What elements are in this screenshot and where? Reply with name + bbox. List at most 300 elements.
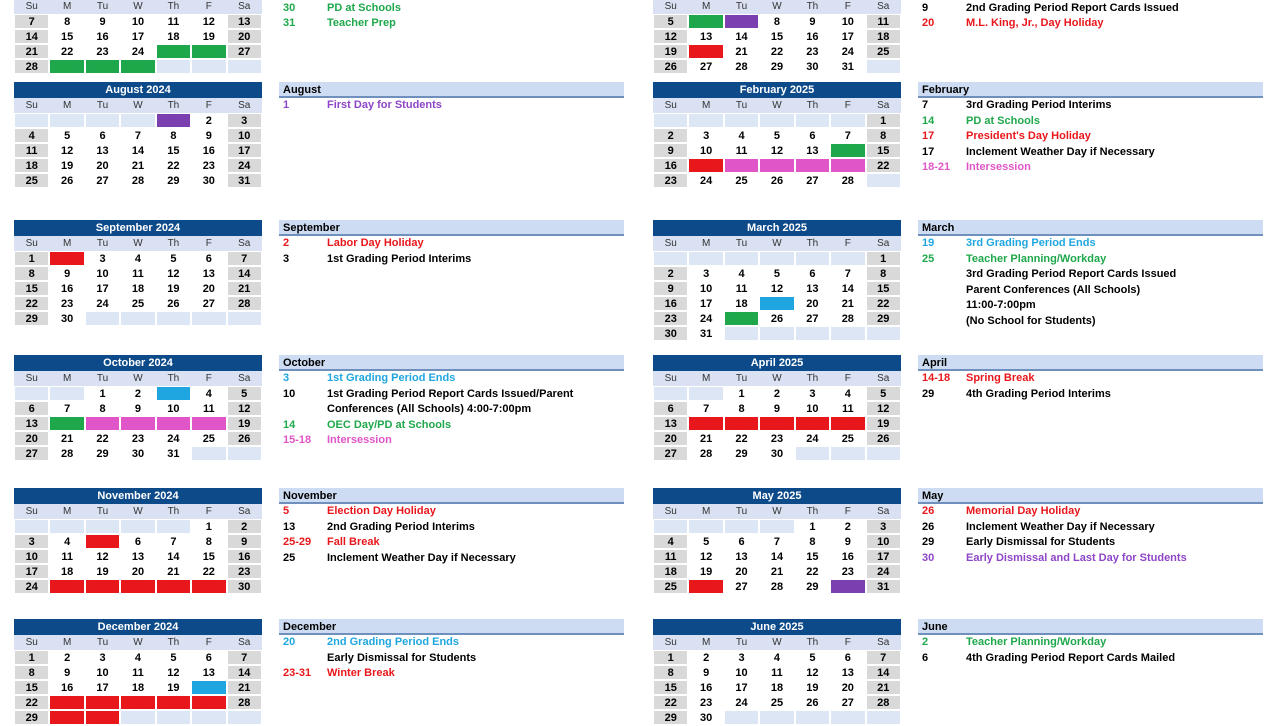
day-cell: 11 [191,401,226,416]
day-cell: 23 [759,431,794,446]
day-cell: 23 [49,695,84,710]
weekday-label: Th [156,98,191,113]
day-cell: 11 [120,665,155,680]
day-cell: 26 [227,431,262,446]
day-cell: 15 [724,416,759,431]
day-cell: 27 [85,173,120,188]
calendar-week [14,311,262,326]
day-cell: 31 [120,59,155,74]
day-cell: 18 [120,281,155,296]
day-cell: 9 [688,665,723,680]
event-item [918,129,1263,145]
event-month-header: June [918,619,1263,635]
day-cell: 7 [227,251,262,266]
event-list [918,0,1263,32]
day-cell: 9 [653,143,688,158]
day-cell: 1 [156,113,191,128]
event-item [279,651,624,667]
event-month-header: December [279,619,624,635]
event-month-header: May [918,488,1263,504]
day-cell: 18 [759,680,794,695]
day-cell: 28 [688,446,723,461]
month-title: December 2024 [14,619,262,635]
calendar-week [653,401,901,416]
day-cell: 29 [795,579,830,594]
weekday-label: Sa [227,635,262,650]
day-cell: 2 [688,650,723,665]
event-date: 3 [283,252,290,265]
event-item [918,504,1263,520]
weekday-label: Th [156,635,191,650]
event-item [918,98,1263,114]
weekday-label: Su [14,98,49,113]
day-cell: 22 [866,296,901,311]
day-cell: 13 [724,549,759,564]
day-cell: 25 [759,695,794,710]
day-cell: 21 [49,431,84,446]
empty-day-cell [191,446,226,461]
day-cell: 26 [866,431,901,446]
day-cell: 30 [120,446,155,461]
day-cell: 29 [156,173,191,188]
empty-day-cell [795,446,830,461]
event-list [279,619,624,682]
event-text: Election Day Holiday [327,505,436,517]
day-cell: 13 [227,14,262,29]
day-cell: 7 [120,128,155,143]
day-cell: 27 [14,446,49,461]
day-cell: 7 [688,401,723,416]
empty-day-cell [759,251,794,266]
day-cell: 30 [688,710,723,725]
day-cell: 25 [866,44,901,59]
weekday-label: Th [795,236,830,251]
day-cell: 11 [653,549,688,564]
day-cell: 8 [49,14,84,29]
day-cell: 17 [795,416,830,431]
day-cell: 25 [14,173,49,188]
event-text: Teacher Planning/Workday [966,636,1107,648]
day-cell: 25 [830,431,865,446]
day-cell: 4 [830,386,865,401]
day-cell: 18 [191,416,226,431]
event-item [279,236,624,252]
calendar-week [14,665,262,680]
day-cell: 24 [688,173,723,188]
empty-day-cell [14,519,49,534]
weekday-label: M [49,0,84,14]
weekday-label: M [49,236,84,251]
empty-day-cell [866,59,901,74]
day-cell: 3 [227,113,262,128]
calendar-week [14,710,262,725]
event-date: 31 [283,17,296,30]
event-text: Winter Break [327,667,395,680]
weekday-label: W [759,98,794,113]
day-cell: 22 [724,431,759,446]
event-date: 17 [922,145,935,158]
day-cell: 19 [191,29,226,44]
weekday-label: Tu [85,371,120,386]
weekday-label: F [830,371,865,386]
month-title: March 2025 [653,220,901,236]
day-cell: 19 [156,680,191,695]
day-cell: 14 [830,143,865,158]
day-cell: 15 [191,549,226,564]
calendar-week [653,665,901,680]
calendar-week [14,695,262,710]
calendar-week [653,29,901,44]
day-cell: 26 [156,296,191,311]
empty-day-cell [795,251,830,266]
event-text: 3rd Grading Period Interims [966,99,1112,111]
event-date: 1 [283,99,290,111]
day-cell: 11 [724,281,759,296]
day-cell: 27 [795,311,830,326]
day-cell: 2 [227,519,262,534]
event-item [918,1,1263,17]
weekday-label: W [759,236,794,251]
event-text: Labor Day Holiday [327,237,424,249]
weekday-label: W [120,504,155,519]
day-cell: 31 [830,59,865,74]
day-cell: 8 [866,266,901,281]
calendar-week [14,549,262,564]
calendar-week [14,14,262,29]
event-text: 1st Grading Period Report Cards Issued/Parent [327,387,574,400]
calendar-week [653,296,901,311]
calendar-week [653,386,901,401]
calendar-week [14,401,262,416]
weekday-label: F [191,0,226,14]
day-cell: 19 [49,158,84,173]
day-cell: 20 [120,564,155,579]
day-cell: 5 [156,251,191,266]
calendar-week [14,143,262,158]
day-cell: 31 [688,326,723,341]
calendar-week [14,564,262,579]
weekday-label: F [830,236,865,251]
day-cell: 17 [156,416,191,431]
day-cell: 11 [120,266,155,281]
weekday-label: W [120,236,155,251]
day-cell: 19 [866,416,901,431]
day-cell: 2 [49,251,84,266]
weekday-label: Su [14,371,49,386]
day-cell: 20 [688,44,723,59]
empty-day-cell [120,710,155,725]
day-cell: 9 [795,14,830,29]
event-list [279,0,624,32]
day-cell: 10 [85,266,120,281]
day-cell: 10 [227,128,262,143]
day-cell: 16 [653,296,688,311]
calendar-week [14,173,262,188]
weekday-label: Su [653,371,688,386]
weekday-label: M [688,371,723,386]
event-text: Conferences (All Schools) 4:00-7:00pm [327,403,532,416]
calendar-week [653,446,901,461]
day-cell: 24 [866,564,901,579]
day-cell: 26 [653,59,688,74]
event-text: Memorial Day Holiday [966,505,1081,517]
day-cell: 5 [653,14,688,29]
event-month-header: November [279,488,624,504]
calendar-week [14,446,262,461]
day-cell: 16 [49,281,84,296]
weekday-label: F [191,236,226,251]
weekday-label: M [688,504,723,519]
empty-day-cell [191,710,226,725]
empty-day-cell [866,326,901,341]
calendar-week [14,386,262,401]
day-cell: 23 [830,564,865,579]
day-cell: 23 [653,311,688,326]
day-cell: 20 [191,680,226,695]
day-cell: 31 [156,446,191,461]
weekday-label: Th [156,371,191,386]
month-calendar [14,82,262,188]
event-date: 6 [922,651,929,664]
day-cell: 28 [227,296,262,311]
event-date: 2 [922,636,929,648]
event-date: 10 [283,387,296,400]
day-cell: 15 [653,680,688,695]
calendar-week [14,431,262,446]
day-cell: 21 [866,680,901,695]
day-cell: 9 [759,401,794,416]
day-cell: 7 [14,14,49,29]
weekday-header [653,504,901,519]
day-cell: 5 [759,266,794,281]
weekday-label: W [120,371,155,386]
day-cell: 20 [191,281,226,296]
day-cell: 29 [85,446,120,461]
event-list [918,619,1263,666]
event-item [918,145,1263,161]
day-cell: 17 [120,29,155,44]
calendar-week [14,519,262,534]
day-cell: 4 [14,128,49,143]
day-cell: 9 [830,534,865,549]
event-date: 29 [922,387,935,400]
month-calendar [14,619,262,725]
day-cell: 9 [120,401,155,416]
day-cell: 26 [49,173,84,188]
event-item [918,314,1263,330]
day-cell: 21 [227,281,262,296]
weekday-label: Tu [85,504,120,519]
empty-day-cell [830,710,865,725]
day-cell: 21 [227,680,262,695]
event-item [279,252,624,268]
event-month-header: March [918,220,1263,236]
event-item [918,16,1263,32]
day-cell: 24 [830,44,865,59]
weekday-label: F [830,98,865,113]
day-cell: 12 [156,665,191,680]
empty-day-cell [191,311,226,326]
weekday-header [653,635,901,650]
day-cell: 3 [795,386,830,401]
day-cell: 7 [49,401,84,416]
day-cell: 30 [759,446,794,461]
day-cell: 14 [156,549,191,564]
event-text: 2nd Grading Period Ends [327,636,460,648]
day-cell: 24 [120,44,155,59]
weekday-label: F [830,635,865,650]
event-item [918,651,1263,667]
calendar-week [653,534,901,549]
day-cell: 8 [759,14,794,29]
month-calendar [14,355,262,461]
empty-day-cell [653,251,688,266]
event-list [918,220,1263,330]
day-cell: 20 [14,431,49,446]
day-cell: 4 [759,650,794,665]
day-cell: 6 [653,401,688,416]
event-text: 3rd Grading Period Ends [966,237,1096,249]
month-title: February 2025 [653,82,901,98]
day-cell: 26 [85,579,120,594]
weekday-label: Su [653,504,688,519]
day-cell: 27 [191,296,226,311]
weekday-label: M [688,98,723,113]
day-cell: 15 [14,680,49,695]
empty-day-cell [688,251,723,266]
day-cell: 27 [688,59,723,74]
event-date: 19 [922,237,935,249]
day-cell: 15 [14,281,49,296]
day-cell: 12 [156,266,191,281]
day-cell: 29 [49,59,84,74]
day-cell: 27 [227,44,262,59]
event-date: 25 [922,252,935,265]
month-calendar [653,0,901,74]
weekday-label: Sa [227,0,262,14]
calendar-week [14,251,262,266]
day-cell: 16 [688,680,723,695]
day-cell: 17 [866,549,901,564]
day-cell: 10 [866,534,901,549]
day-cell: 13 [191,266,226,281]
day-cell: 3 [85,251,120,266]
day-cell: 9 [49,266,84,281]
day-cell: 5 [156,650,191,665]
event-date: 17 [922,130,935,143]
month-calendar [653,488,901,594]
month-title: April 2025 [653,355,901,371]
day-cell: 19 [85,564,120,579]
weekday-label: M [49,504,84,519]
month-calendar [653,355,901,461]
event-date [279,402,327,418]
weekday-label: W [120,635,155,650]
calendar-week [653,650,901,665]
day-cell: 11 [14,143,49,158]
weekday-label: Su [653,236,688,251]
calendar-week [653,311,901,326]
day-cell: 25 [191,431,226,446]
calendar-week [653,564,901,579]
event-item [279,371,624,387]
day-cell: 30 [49,710,84,725]
event-date [918,267,966,283]
event-date: 30 [922,551,935,564]
weekday-label: M [49,371,84,386]
day-cell: 14 [759,549,794,564]
day-cell: 16 [191,143,226,158]
day-cell: 30 [227,579,262,594]
event-text: 1st Grading Period Interims [327,252,472,265]
day-cell: 13 [795,281,830,296]
day-cell: 12 [653,29,688,44]
day-cell: 5 [227,386,262,401]
empty-day-cell [653,386,688,401]
event-text: Parent Conferences (All Schools) [966,283,1141,296]
day-cell: 8 [14,665,49,680]
day-cell: 21 [830,158,865,173]
weekday-header [14,504,262,519]
day-cell: 24 [227,158,262,173]
day-cell: 6 [724,534,759,549]
calendar-week [653,251,901,266]
event-item [279,418,624,434]
event-date: 29 [922,536,935,549]
weekday-label: Th [795,371,830,386]
empty-day-cell [866,710,901,725]
calendar-week [14,266,262,281]
day-cell: 6 [830,650,865,665]
day-cell: 10 [14,549,49,564]
day-cell: 17 [85,680,120,695]
day-cell: 26 [759,173,794,188]
day-cell: 17 [688,296,723,311]
day-cell: 1 [724,386,759,401]
day-cell: 25 [156,44,191,59]
day-cell: 25 [724,311,759,326]
empty-day-cell [866,173,901,188]
day-cell: 5 [759,128,794,143]
weekday-label: Th [795,504,830,519]
calendar-week [653,680,901,695]
day-cell: 1 [14,650,49,665]
event-item [279,98,624,114]
day-cell: 12 [85,549,120,564]
day-cell: 16 [85,29,120,44]
day-cell: 28 [866,695,901,710]
day-cell: 28 [14,59,49,74]
day-cell: 7 [830,266,865,281]
day-cell: 30 [653,326,688,341]
weekday-label: M [688,236,723,251]
calendar-week [653,59,901,74]
event-date: 25 [283,551,296,564]
day-cell: 28 [156,579,191,594]
day-cell: 2 [120,386,155,401]
day-cell: 7 [156,534,191,549]
day-cell: 13 [653,416,688,431]
event-text: 2nd Grading Period Interims [327,520,475,533]
event-date: 18-21 [922,161,951,174]
calendar-week [14,650,262,665]
day-cell: 10 [688,143,723,158]
empty-day-cell [759,710,794,725]
day-cell: 3 [14,534,49,549]
calendar-week [14,113,262,128]
event-date: 20 [922,17,935,30]
event-date [918,283,966,299]
